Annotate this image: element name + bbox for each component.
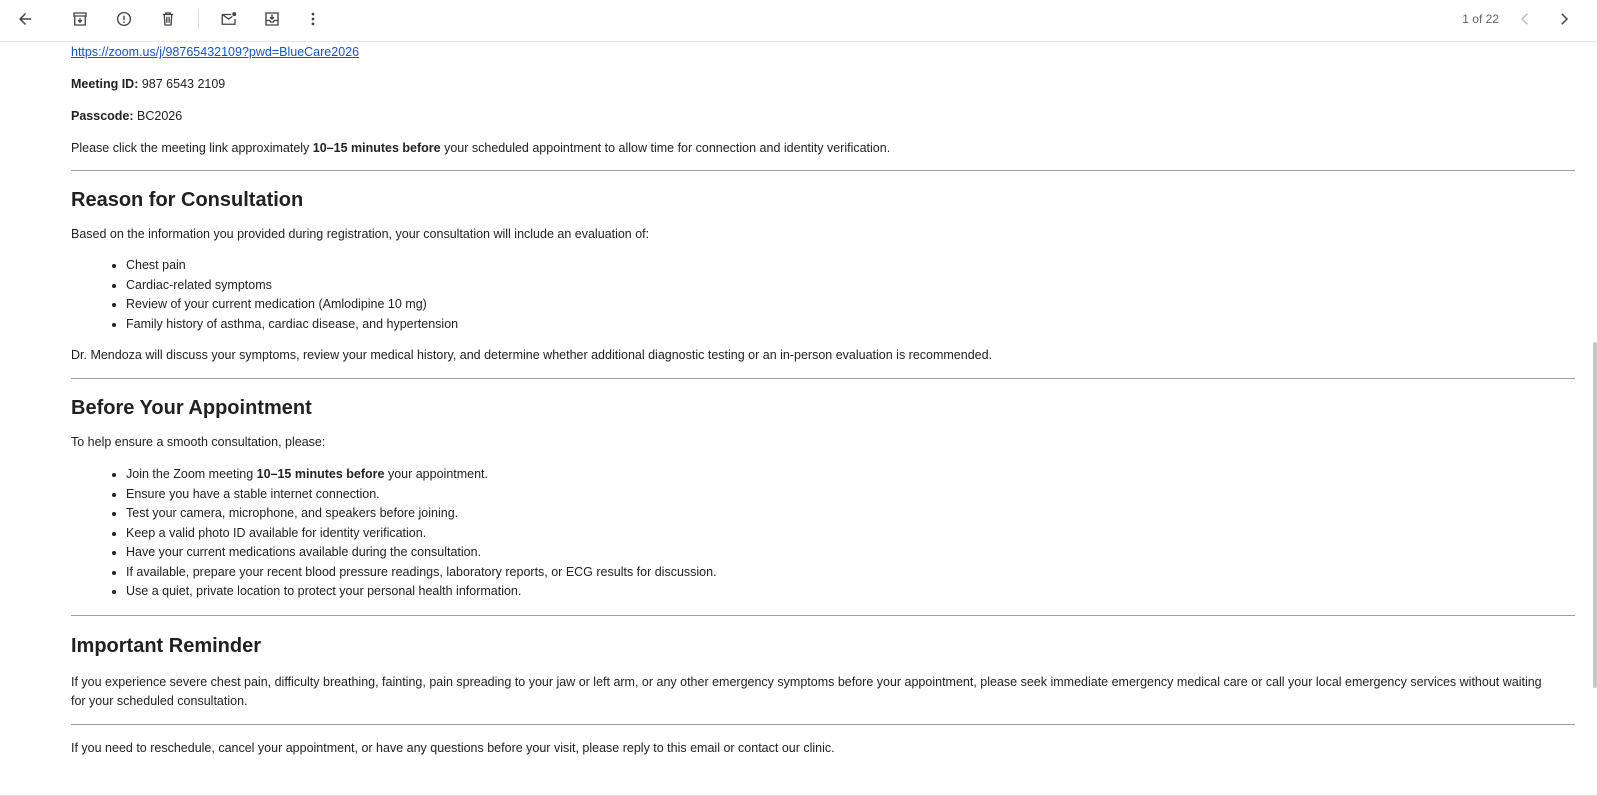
before-heading: Before Your Appointment [71,397,312,419]
meeting-id-label: Meeting ID: [71,77,139,91]
join-note-bold: 10–15 minutes before [312,141,441,155]
reason-list [71,256,1575,334]
mark-unread-button[interactable] [215,5,243,33]
list-item: • Cardiac-related symptoms [126,276,1575,296]
section-divider [71,615,1575,616]
move-to-inbox-icon [263,10,281,28]
list-item-bold: 10–15 minutes before [256,467,385,481]
report-spam-icon [115,10,133,28]
report-spam-button[interactable] [110,5,138,33]
section-divider [71,170,1575,171]
toolbar-divider [198,9,199,29]
list-item: • Chest pain [126,256,1575,276]
reminder-body: If you experience severe chest pain, difficulty breathing, fainting, pain spreading to your jaw or left arm, or any other emergency symptoms before your appointment, please seek immediate emergency medical care or call your local emergency services without waiting for your scheduled consultation. [71,674,1542,708]
passcode-value: BC2026 [137,109,183,123]
list-item: • If available, prepare your recent blood pressure readings, laboratory reports, or ECG results for discussion. [126,563,1575,583]
footer-note: If you need to reschedule, cancel your appointment, or have any questions before your visit, please reply to this email or contact our clinic. [71,740,835,755]
scrollbar[interactable] [1593,342,1597,688]
list-item: • Review of your current medication (Amlodipine 10 mg) [126,295,1575,315]
reason-intro: Based on the information you provided during registration, your consultation will include an evaluation of: [71,227,650,241]
trash-icon [159,10,177,28]
list-item: • Family history of asthma, cardiac disease, and hypertension [126,315,1575,335]
list-item-text-end: your appointment. [384,467,489,481]
arrow-left-icon [16,10,34,28]
meeting-id-value: 987 6543 2109 [141,77,226,91]
section-divider [71,724,1575,725]
passcode-label: Passcode: [71,109,134,123]
meeting-id-line [71,75,1575,94]
join-note [71,139,1575,158]
mark-unread-icon [220,10,238,28]
email-body [71,43,1575,796]
move-to-button[interactable] [258,5,286,33]
list-item [126,465,1575,485]
passcode-line [71,107,1575,126]
list-item: • Ensure you have a stable internet connection. [126,485,1575,505]
before-intro: To help ensure a smooth consultation, please: [71,435,326,449]
join-note-text-end: your scheduled appointment to allow time for connection and identity verification. [440,141,891,155]
more-options-button[interactable] [299,5,327,33]
list-item: • Keep a valid photo ID available for identity verification. [126,524,1575,544]
back-button[interactable] [11,5,39,33]
list-item-text: Join the Zoom meeting [126,467,257,481]
older-button[interactable] [1550,5,1578,33]
delete-button[interactable] [154,5,182,33]
list-item: • Use a quiet, private location to protect your personal health information. [126,582,1575,602]
join-note-text: Please click the meeting link approximately [71,141,313,155]
reminder-heading: Important Reminder [71,634,262,657]
newer-button[interactable] [1511,5,1539,33]
archive-icon [71,10,89,28]
pager-count: 1 of 22 [1462,12,1499,26]
more-vert-icon [304,10,322,28]
reason-closing: Dr. Mendoza will discuss your symptoms, review your medical history, and determine whether additional diagnostic testing or an in-person evaluation is recommended. [71,348,993,362]
archive-button[interactable] [66,5,94,33]
section-divider [71,378,1575,379]
list-item: • Have your current medications available during the consultation. [126,543,1575,563]
list-item: • Test your camera, microphone, and speakers before joining. [126,504,1575,524]
chevron-left-icon [1516,10,1534,28]
chevron-right-icon [1555,10,1573,28]
reason-heading: Reason for Consultation [71,189,304,211]
zoom-meeting-link[interactable]: https://zoom.us/j/98765432109?pwd=BlueCare2026 [71,45,360,59]
email-toolbar [0,0,1597,42]
before-list [71,465,1575,602]
